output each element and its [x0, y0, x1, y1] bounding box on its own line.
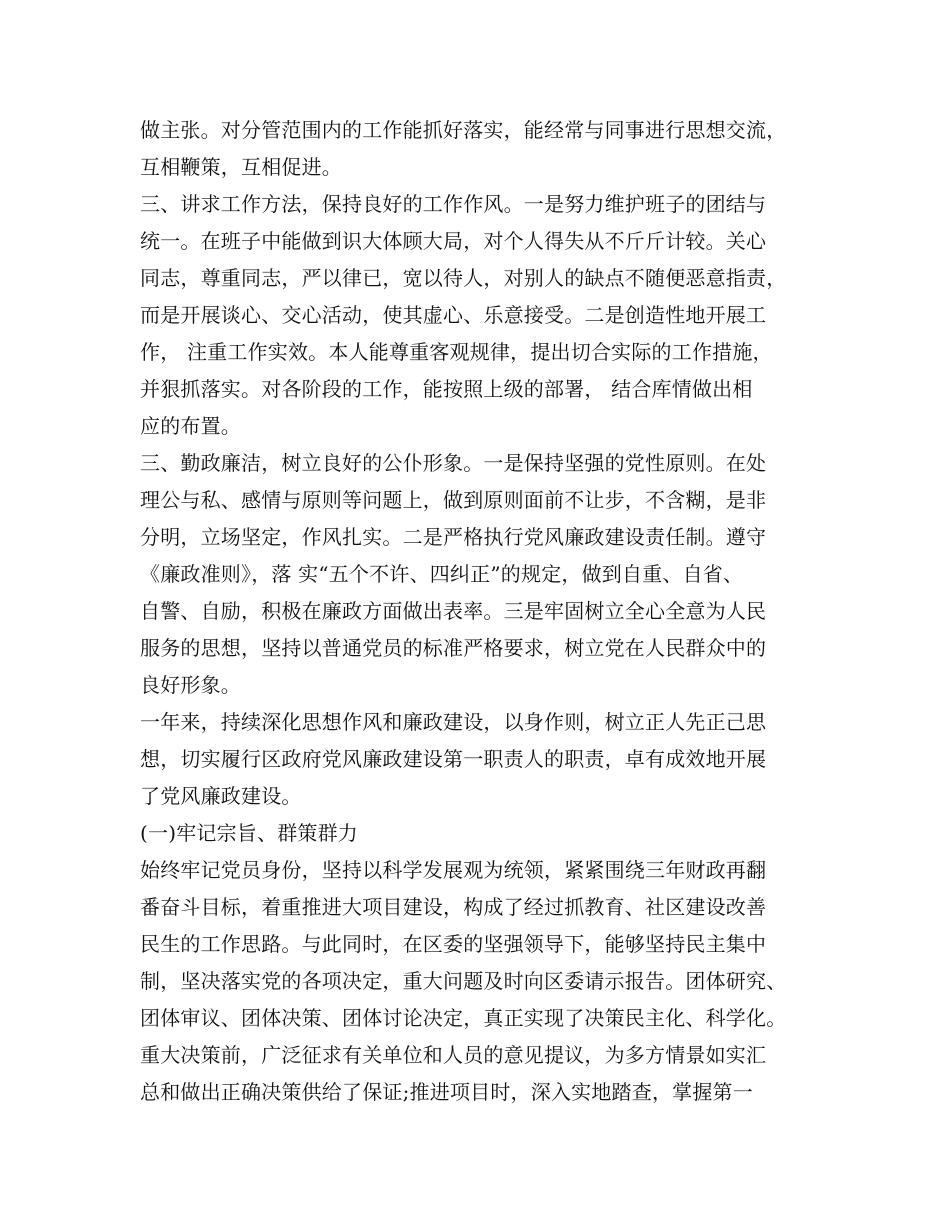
text-line: 一年来，持续深化思想作风和廉政建设，以身作则，树立正人先正己思 [140, 710, 767, 734]
text-line: 《廉政准则》，落 实“五个不许、四纠正”的规定，做到自重、自省、 [140, 562, 744, 586]
text-line: 制，坚决落实党的各项决定，重大问题及时向区委请示报告。团体研究、 [140, 969, 787, 993]
text-line: 理公与私、感情与原则等问题上，做到原则面前不让步，不含糊，是非 [140, 488, 767, 512]
text-line: 总和做出正确决策供给了保证;推进项目时，深入实地踏查，掌握第一 [140, 1080, 753, 1104]
text-line: 三、勤政廉洁，树立良好的公仆形象。一是保持坚强的党性原则。在处 [140, 451, 767, 475]
text-line: 重大决策前，广泛征求有关单位和人员的意见提议，为多方情景如实汇 [140, 1043, 767, 1067]
text-line: 统一。在班子中能做到识大体顾大局，对个人得失从不斤斤计较。关心 [140, 229, 767, 253]
text-line: 服务的思想，坚持以普通党员的标准严格要求，树立党在人民群众中的 [140, 636, 767, 660]
text-line: 自警、自励，积极在廉政方面做出表率。三是牢固树立全心全意为人民 [140, 599, 767, 623]
text-line: 而是开展谈心、交心活动，使其虚心、乐意接受。二是创造性地开展工 [140, 303, 767, 327]
text-line: 民生的工作思路。与此同时，在区委的坚强领导下，能够坚持民主集中 [140, 932, 767, 956]
text-line: 互相鞭策，互相促进。 [140, 155, 342, 179]
text-line: 了党风廉政建设。 [140, 784, 302, 808]
text-line: 分明，立场坚定，作风扎实。二是严格执行党风廉政建设责任制。遵守 [140, 525, 767, 549]
section-heading: (一)牢记宗旨、群策群力 [140, 821, 359, 845]
text-line: 团体审议、团体决策、团体讨论决定，真正实现了决策民主化、科学化。 [140, 1006, 787, 1030]
text-line: 应的布置。 [140, 414, 241, 438]
text-line: 并狠抓落实。对各阶段的工作，能按照上级的部署， 结合库情做出相 [140, 377, 753, 401]
text-line: 三、讲求工作方法，保持良好的工作作风。一是努力维护班子的团结与 [140, 192, 767, 216]
text-line: 良好形象。 [140, 673, 241, 697]
text-line: 作， 注重工作实效。本人能尊重客观规律，提出切合实际的工作措施， [140, 340, 773, 364]
text-line: 同志，尊重同志，严以律已，宽以待人，对别人的缺点不随便恶意指责， [140, 266, 787, 290]
body-text [140, 112, 830, 1111]
text-line: 想，切实履行区政府党风廉政建设第一职责人的职责，卓有成效地开展 [140, 747, 767, 771]
text-line: 始终牢记党员身份，坚持以科学发展观为统领，紧紧围绕三年财政再翻 [140, 858, 767, 882]
text-line: 做主张。对分管范围内的工作能抓好落实，能经常与同事进行思想交流， [140, 118, 787, 142]
text-line: 番奋斗目标，着重推进大项目建设，构成了经过抓教育、社区建设改善 [140, 895, 767, 919]
